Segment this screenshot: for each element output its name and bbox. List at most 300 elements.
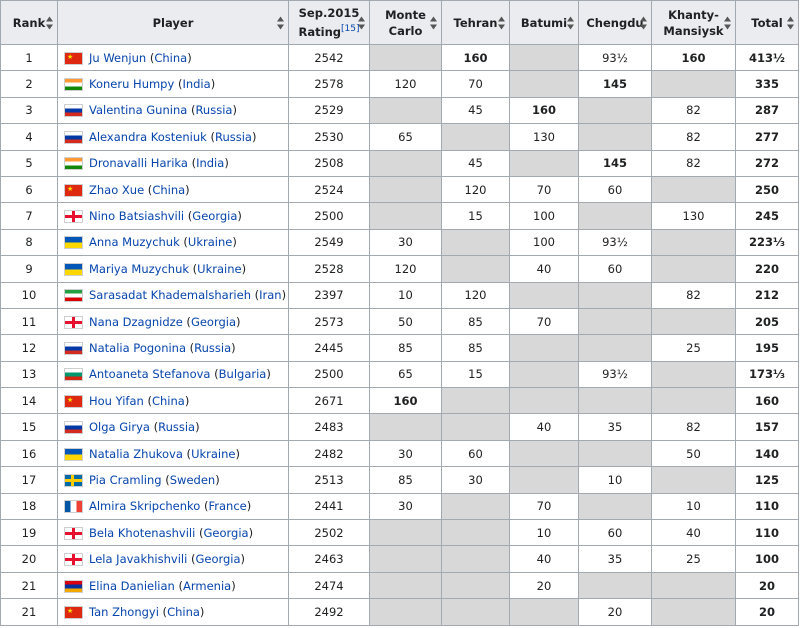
table-row [1,335,799,361]
khanty-mansiysk-points-cell: 82 [652,414,736,440]
monte-carlo-points-cell [370,176,442,202]
total-points-cell: 125 [736,467,799,493]
khanty-mansiysk-points-cell: 130 [652,203,736,229]
table-row [1,229,799,255]
rating-cell: 2482 [289,440,370,466]
sort-icon[interactable] [498,16,505,29]
rating-cell: 2463 [289,546,370,572]
player-cell: ★ Hou Yifan (China) [58,388,289,414]
chengdu-points-cell: 93½ [579,45,652,71]
rank-cell: 21 [1,572,58,598]
rank-cell: 1 [1,45,58,71]
rating-cell: 2524 [289,176,370,202]
country-link[interactable]: China [152,182,186,197]
khanty-mansiysk-points-cell [652,71,736,97]
rating-cell: 2528 [289,256,370,282]
chengdu-points-cell [579,335,652,361]
batumi-points-cell [510,599,579,625]
chengdu-points-cell: 93½ [579,361,652,387]
tehran-points-cell: 45 [442,97,510,123]
chengdu-points-cell [579,388,652,414]
player-name-link[interactable]: Hou Yifan [89,393,144,408]
tehran-points-cell: 15 [442,203,510,229]
khanty-mansiysk-points-cell: 40 [652,520,736,546]
player-name-link[interactable]: Koneru Humpy [89,77,175,92]
khanty-mansiysk-points-cell [652,388,736,414]
khanty-header-label [663,7,723,39]
column-header-khanty-mansiysk[interactable] [652,1,736,45]
total-points-cell: 277 [736,124,799,150]
chengdu-points-cell: 60 [579,176,652,202]
country-link[interactable]: Russia [214,129,252,144]
player-cell: Anna Muzychuk (Ukraine) [58,229,289,255]
player-name-link[interactable]: Mariya Muzychuk [89,261,190,276]
column-header-batumi[interactable] [510,1,579,45]
total-points-cell: 223⅓ [736,229,799,255]
table-row [1,97,799,123]
player-cell: Antoaneta Stefanova (Bulgaria) [58,361,289,387]
player-cell: Elina Danielian (Armenia) [58,572,289,598]
table-row [1,124,799,150]
tehran-points-cell [442,572,510,598]
rating-cell: 2483 [289,414,370,440]
batumi-points-cell: 100 [510,229,579,255]
country-link[interactable]: Ukraine [197,261,242,276]
batumi-points-cell [510,282,579,308]
country-link[interactable]: Ukraine [187,235,233,250]
tehran-points-cell [442,388,510,414]
total-points-cell: 287 [736,97,799,123]
country-flag-icon [64,184,83,197]
rank-header-label: Rank [12,15,46,30]
rank-cell: 18 [1,493,58,519]
tehran-points-cell [442,546,510,572]
chengdu-points-cell: 20 [579,599,652,625]
monte-carlo-points-cell: 50 [370,308,442,334]
player-name-link[interactable]: Natalia Pogonina [89,340,187,355]
player-name-link[interactable]: Valentina Gunina [89,103,188,118]
monte-carlo-points-cell [370,520,442,546]
total-points-cell: 220 [736,256,799,282]
monte-carlo-points-cell: 30 [370,440,442,466]
batumi-points-cell: 100 [510,203,579,229]
player-name-link[interactable]: Olga Girya [89,420,150,435]
player-name-link[interactable]: Nino Batsiashvili [89,209,185,224]
rating-cell: 2474 [289,572,370,598]
batumi-points-cell: 40 [510,546,579,572]
rank-cell: 12 [1,335,58,361]
khanty-mansiysk-points-cell [652,361,736,387]
monte-carlo-points-cell: 85 [370,335,442,361]
khanty-mansiysk-points-cell: 50 [652,440,736,466]
player-cell: Valentina Gunina (Russia) [58,97,289,123]
country-link[interactable]: Georgia [203,525,249,540]
total-points-cell: 195 [736,335,799,361]
player-name-link[interactable]: Elina Danielian [89,578,175,593]
country-flag-icon [64,500,83,513]
rank-cell: 17 [1,467,58,493]
chengdu-points-cell [579,493,652,519]
player-cell: Natalia Pogonina (Russia) [58,335,289,361]
sort-icon[interactable] [358,16,365,29]
sort-icon[interactable] [567,16,574,29]
country-flag-icon [64,474,83,487]
country-link[interactable]: India [182,77,211,92]
player-cell: ★ Zhao Xue (China) [58,176,289,202]
country-link[interactable]: China [167,604,200,619]
chengdu-points-cell: 10 [579,467,652,493]
khanty-mansiysk-points-cell: 82 [652,150,736,176]
country-link[interactable]: Georgia [195,552,241,567]
monte-carlo-points-cell [370,45,442,71]
table-row [1,45,799,71]
table-row [1,546,799,572]
player-name-link[interactable]: Sarasadat Khademalsharieh [89,288,251,303]
table-row [1,467,799,493]
rating-cell: 2578 [289,71,370,97]
rank-cell: 6 [1,176,58,202]
country-link[interactable]: China [154,50,188,65]
country-flag-icon [64,157,83,170]
total-points-cell: 413½ [736,45,799,71]
batumi-points-cell: 160 [510,97,579,123]
rating-cell: 2508 [289,150,370,176]
rank-cell: 15 [1,414,58,440]
player-name-link[interactable]: Anna Muzychuk [89,235,180,250]
player-name-link[interactable]: Ju Wenjun [89,50,147,65]
total-points-cell: 110 [736,493,799,519]
player-cell: Nana Dzagnidze (Georgia) [58,308,289,334]
country-flag-icon [64,553,83,566]
khanty-mansiysk-points-cell: 25 [652,546,736,572]
country-flag-icon [64,78,83,91]
rating-cell: 2397 [289,282,370,308]
player-name-link[interactable]: Bela Khotenashvili [89,525,196,540]
rank-cell: 11 [1,308,58,334]
total-points-cell: 173⅓ [736,361,799,387]
tehran-points-cell [442,256,510,282]
batumi-points-cell [510,440,579,466]
country-link[interactable]: Russia [195,103,233,118]
country-flag-icon [64,210,83,223]
chengdu-points-cell [579,203,652,229]
rating-cell: 2549 [289,229,370,255]
batumi-points-cell: 40 [510,256,579,282]
country-link[interactable]: India [196,156,225,171]
rating-cell: 2671 [289,388,370,414]
rating-header-line1: Sep.2015 [298,6,360,21]
sort-icon[interactable] [277,16,284,29]
khanty-mansiysk-points-cell [652,256,736,282]
khanty-mansiysk-points-cell [652,467,736,493]
batumi-header-label: Batumi [520,15,568,30]
country-link[interactable]: Sweden [169,472,216,487]
khanty-mansiysk-points-cell [652,176,736,202]
sort-icon[interactable] [787,16,794,29]
rank-cell: 19 [1,520,58,546]
country-link[interactable]: China [151,393,185,408]
table-row [1,388,799,414]
country-flag-icon [64,421,83,434]
country-link[interactable]: Armenia [183,578,232,593]
khanty-mansiysk-points-cell [652,599,736,625]
monte-carlo-points-cell [370,546,442,572]
player-cell: Almira Skripchenko (France) [58,493,289,519]
batumi-points-cell: 10 [510,520,579,546]
tehran-points-cell: 60 [442,440,510,466]
country-flag-icon [64,342,83,355]
monte-carlo-points-cell: 120 [370,256,442,282]
chengdu-points-cell: 145 [579,71,652,97]
total-points-cell: 160 [736,388,799,414]
player-cell: Mariya Muzychuk (Ukraine) [58,256,289,282]
tehran-points-cell: 70 [442,71,510,97]
rank-cell: 9 [1,256,58,282]
rank-cell: 13 [1,361,58,387]
country-link[interactable]: Ukraine [191,446,236,461]
tehran-points-cell [442,599,510,625]
table-row [1,71,799,97]
total-points-cell: 20 [736,572,799,598]
table-row [1,572,799,598]
monte-carlo-points-cell: 10 [370,282,442,308]
country-link[interactable]: Iran [259,288,282,303]
column-header-tehran[interactable] [442,1,510,45]
rating-header-label [299,5,360,40]
tehran-points-cell: 85 [442,308,510,334]
rank-cell: 5 [1,150,58,176]
tehran-points-cell [442,414,510,440]
table-row [1,256,799,282]
column-header-player[interactable] [58,1,289,45]
khanty-line1: Khanty- [668,7,719,22]
player-name-link[interactable]: Antoaneta Stefanova [89,367,211,382]
batumi-points-cell: 70 [510,493,579,519]
batumi-points-cell [510,71,579,97]
batumi-points-cell: 70 [510,308,579,334]
chengdu-points-cell [579,282,652,308]
khanty-mansiysk-points-cell [652,229,736,255]
tehran-points-cell [442,229,510,255]
chengdu-points-cell: 145 [579,150,652,176]
country-flag-icon [64,527,83,540]
player-name-link[interactable]: Natalia Zhukova [89,446,183,461]
player-name-link[interactable]: Almira Skripchenko [89,499,201,514]
country-link[interactable]: Russia [194,340,232,355]
total-points-cell: 212 [736,282,799,308]
table-row [1,520,799,546]
chengdu-points-cell: 60 [579,520,652,546]
country-flag-icon [64,448,83,461]
total-points-cell: 20 [736,599,799,625]
tehran-points-cell: 85 [442,335,510,361]
rank-cell: 7 [1,203,58,229]
rank-cell: 3 [1,97,58,123]
total-points-cell: 157 [736,414,799,440]
tehran-points-cell: 45 [442,150,510,176]
batumi-points-cell [510,467,579,493]
player-cell: Alexandra Kosteniuk (Russia) [58,124,289,150]
chengdu-points-cell [579,308,652,334]
monte-carlo-points-cell: 120 [370,71,442,97]
reference-link[interactable]: [15] [341,24,360,35]
player-header-label: Player [152,15,194,30]
sort-icon[interactable] [724,16,731,29]
monte-carlo-points-cell: 30 [370,493,442,519]
monte-carlo-line2: Carlo [388,23,423,38]
country-link[interactable]: Russia [158,420,196,435]
khanty-mansiysk-points-cell: 82 [652,282,736,308]
batumi-points-cell: 40 [510,414,579,440]
player-cell: Olga Girya (Russia) [58,414,289,440]
rating-cell: 2500 [289,361,370,387]
khanty-mansiysk-points-cell: 82 [652,97,736,123]
column-header-chengdu[interactable] [579,1,652,45]
chengdu-points-cell: 35 [579,546,652,572]
rank-cell: 16 [1,440,58,466]
total-points-cell: 245 [736,203,799,229]
player-cell: Nino Batsiashvili (Georgia) [58,203,289,229]
header-row [1,1,799,45]
chengdu-header-label: Chengdu [586,15,644,30]
batumi-points-cell [510,150,579,176]
khanty-mansiysk-points-cell [652,308,736,334]
rating-cell: 2492 [289,599,370,625]
total-points-cell: 205 [736,308,799,334]
rank-cell: 10 [1,282,58,308]
monte-carlo-points-cell: 65 [370,124,442,150]
country-link[interactable]: France [208,499,247,514]
total-points-cell: 140 [736,440,799,466]
rank-cell: 2 [1,71,58,97]
batumi-points-cell: 130 [510,124,579,150]
batumi-points-cell [510,335,579,361]
rating-cell: 2529 [289,97,370,123]
total-header-label: Total [751,15,783,30]
country-flag-icon [64,131,83,144]
rank-cell: 8 [1,229,58,255]
chengdu-points-cell [579,572,652,598]
total-points-cell: 100 [736,546,799,572]
table-row [1,150,799,176]
khanty-mansiysk-points-cell: 82 [652,124,736,150]
monte-carlo-points-cell [370,150,442,176]
table-row [1,493,799,519]
table-row [1,599,799,625]
rating-cell: 2530 [289,124,370,150]
tehran-points-cell [442,493,510,519]
country-link[interactable]: Georgia [192,209,238,224]
player-cell: Lela Javakhishvili (Georgia) [58,546,289,572]
table-row [1,282,799,308]
rank-cell: 21 [1,599,58,625]
column-header-monte-carlo[interactable] [370,1,442,45]
country-flag-icon [64,52,83,65]
monte-carlo-header-label [385,7,426,39]
total-points-cell: 272 [736,150,799,176]
country-flag-icon [64,395,83,408]
rating-cell: 2542 [289,45,370,71]
table-row [1,203,799,229]
khanty-mansiysk-points-cell [652,572,736,598]
player-cell: Natalia Zhukova (Ukraine) [58,440,289,466]
monte-carlo-points-cell [370,203,442,229]
batumi-points-cell: 70 [510,176,579,202]
player-cell: Dronavalli Harika (India) [58,150,289,176]
monte-carlo-points-cell [370,97,442,123]
country-flag-icon [64,580,83,593]
column-header-total[interactable] [736,1,799,45]
player-name-link[interactable]: Tan Zhongyi [89,604,159,619]
player-cell: ★ Ju Wenjun (China) [58,45,289,71]
tehran-points-cell: 30 [442,467,510,493]
column-header-rating[interactable] [289,1,370,45]
batumi-points-cell [510,45,579,71]
table-row [1,176,799,202]
rating-cell: 2445 [289,335,370,361]
rating-cell: 2441 [289,493,370,519]
player-cell: Bela Khotenashvili (Georgia) [58,520,289,546]
monte-carlo-points-cell [370,599,442,625]
rating-cell: 2573 [289,308,370,334]
player-name-link[interactable]: Pia Cramling [89,472,162,487]
table-row [1,361,799,387]
table-row [1,308,799,334]
monte-carlo-points-cell: 30 [370,229,442,255]
batumi-points-cell: 20 [510,572,579,598]
country-flag-icon [64,289,83,302]
player-name-link[interactable]: Zhao Xue [89,182,145,197]
sort-icon[interactable] [46,16,53,29]
tehran-header-label: Tehran [453,15,498,30]
tehran-points-cell: 120 [442,176,510,202]
rating-cell: 2502 [289,520,370,546]
table-row [1,414,799,440]
sort-icon[interactable] [640,16,647,29]
monte-carlo-points-cell: 85 [370,467,442,493]
total-points-cell: 110 [736,520,799,546]
tehran-points-cell [442,124,510,150]
player-name-link[interactable]: Nana Dzagnidze [89,314,183,329]
chengdu-points-cell [579,97,652,123]
batumi-points-cell [510,388,579,414]
khanty-line2: Mansiysk [663,23,724,38]
country-flag-icon [64,104,83,117]
chengdu-points-cell [579,124,652,150]
tehran-points-cell: 120 [442,282,510,308]
chengdu-points-cell [579,440,652,466]
player-cell: ★ Tan Zhongyi (China) [58,599,289,625]
country-flag-icon [64,606,83,619]
player-name-link[interactable]: Dronavalli Harika [89,156,188,171]
column-header-rank[interactable] [1,1,58,45]
country-link[interactable]: Georgia [190,314,237,329]
country-link[interactable]: Bulgaria [218,367,267,382]
player-cell: Sarasadat Khademalsharieh (Iran) [58,282,289,308]
rating-cell: 2500 [289,203,370,229]
sort-icon[interactable] [430,16,437,29]
monte-carlo-line1: Monte [385,7,426,22]
rank-cell: 20 [1,546,58,572]
rating-header-line2: Rating [298,24,341,39]
player-name-link[interactable]: Alexandra Kosteniuk [89,129,207,144]
table-row [1,440,799,466]
country-flag-icon [64,236,83,249]
tehran-points-cell: 160 [442,45,510,71]
player-name-link[interactable]: Lela Javakhishvili [89,552,188,567]
rank-cell: 14 [1,388,58,414]
khanty-mansiysk-points-cell: 25 [652,335,736,361]
